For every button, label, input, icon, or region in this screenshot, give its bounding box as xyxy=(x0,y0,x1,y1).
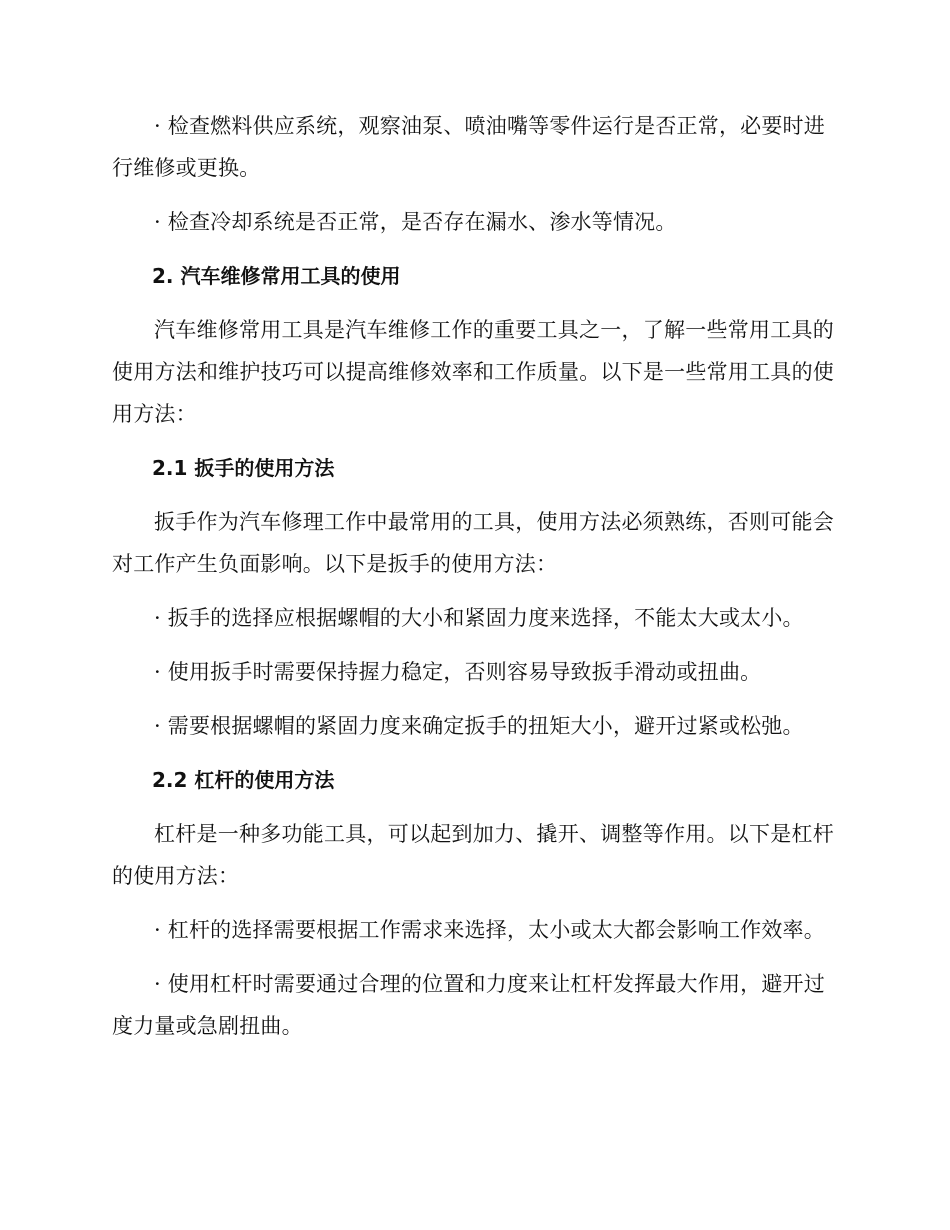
paragraph-lever-intro: 杠杆是一种多功能工具，可以起到加力、撬开、调整等作用。以下是杠杆的使用方法： xyxy=(112,822,834,888)
bullet-lever-usage: · 使用杠杆时需要通过合理的位置和力度来让杠杆发挥最大作用，避开过度力量或急剧扭曲。 xyxy=(112,972,825,1038)
bullet-cooling-system: · 检查冷却系统是否正常，是否存在漏水、渗水等情况。 xyxy=(154,210,677,234)
subsection-heading-lever: 2.2 杠杆的使用方法 xyxy=(152,768,335,792)
document-page xyxy=(112,105,834,1047)
paragraph-tools-intro: 汽车维修常用工具是汽车维修工作的重要工具之一，了解一些常用工具的使用方法和维护技巧可以提高维修效率和工作质量。以下是一些常用工具的使用方法： xyxy=(112,318,834,426)
bullet-lever-selection: · 杠杆的选择需要根据工作需求来选择，太小或太大都会影响工作效率。 xyxy=(154,918,825,942)
bullet-wrench-torque: · 需要根据螺帽的紧固力度来确定扳手的扭矩大小，避开过紧或松弛。 xyxy=(154,714,804,738)
bullet-wrench-selection: · 扳手的选择应根据螺帽的大小和紧固力度来选择，不能太大或太小。 xyxy=(154,606,804,630)
paragraph-wrench-intro: 扳手作为汽车修理工作中最常用的工具，使用方法必须熟练，否则可能会对工作产生负面影响。以下是扳手的使用方法： xyxy=(112,510,834,576)
bullet-wrench-grip: · 使用扳手时需要保持握力稳定，否则容易导致扳手滑动或扭曲。 xyxy=(154,660,762,684)
bullet-fuel-system: · 检查燃料供应系统，观察油泵、喷油嘴等零件运行是否正常，必要时进行维修或更换。 xyxy=(112,114,825,180)
section-heading-tools: 2. 汽车维修常用工具的使用 xyxy=(152,264,401,288)
subsection-heading-wrench: 2.1 扳手的使用方法 xyxy=(152,456,335,480)
